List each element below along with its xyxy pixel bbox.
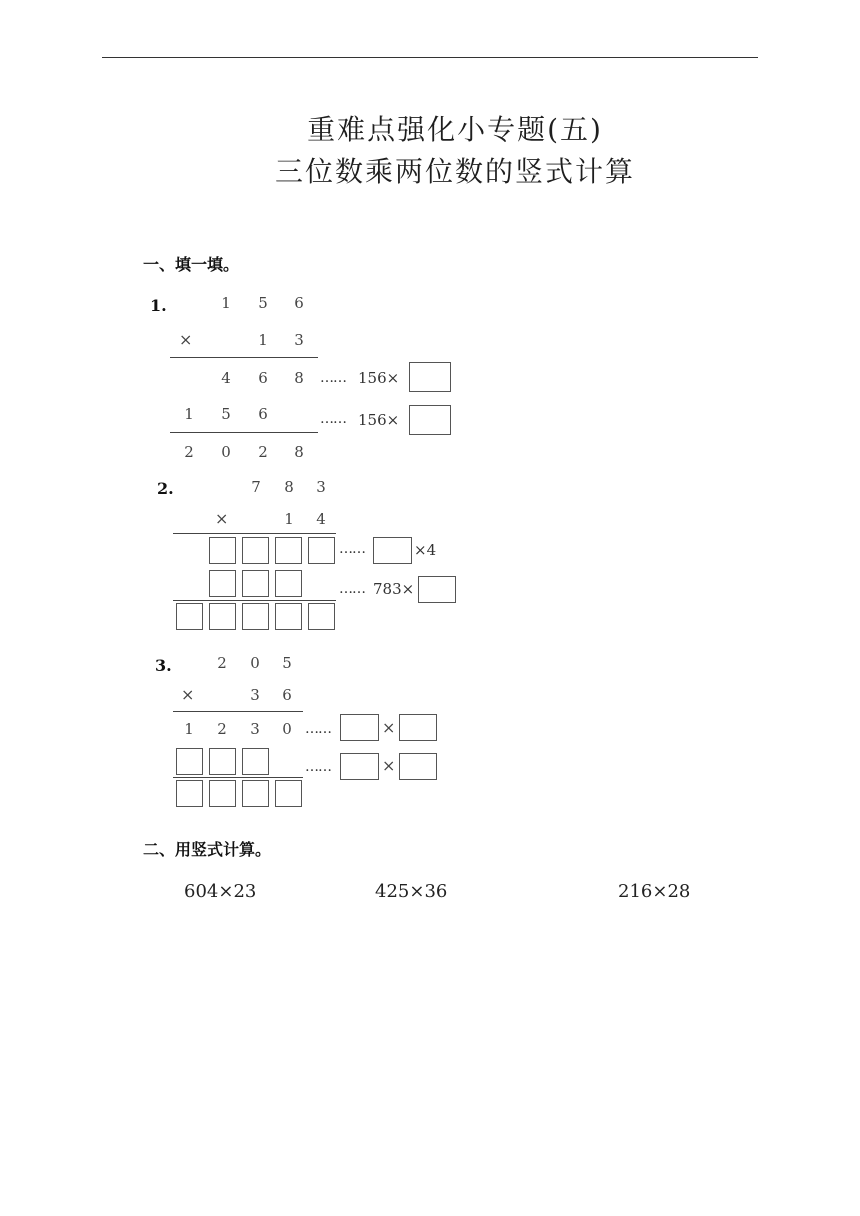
q2-top-digit: 7 [251, 478, 261, 496]
q3-result-box[interactable] [209, 780, 236, 807]
problem-1: 604×23 [184, 881, 257, 902]
q3-result-box[interactable] [176, 780, 203, 807]
q2-multiplier-digit: 4 [316, 510, 326, 528]
q2-answer-box[interactable] [373, 537, 412, 564]
q1-top-digit: 5 [258, 294, 268, 312]
q2-line [173, 533, 336, 534]
q3-digit-box[interactable] [209, 748, 236, 775]
q3-partial-digit: 0 [282, 720, 292, 738]
q2-digit-box[interactable] [242, 537, 269, 564]
q2-result-box[interactable] [209, 603, 236, 630]
q1-partial-digit: 8 [294, 369, 304, 387]
q2-answer-box[interactable] [418, 576, 456, 603]
q1-hint: 156× [358, 369, 400, 387]
q3-line [173, 777, 303, 778]
q3-digit-box[interactable] [176, 748, 203, 775]
q2-number: 2. [157, 479, 174, 498]
q3-times-sign: × [382, 756, 396, 775]
q3-times-sign: × [382, 718, 396, 737]
q3-top-digit: 2 [217, 654, 227, 672]
q1-partial-digit: 4 [221, 369, 231, 387]
problem-2: 425×36 [375, 881, 448, 902]
q1-partial-digit: 1 [184, 405, 194, 423]
q3-dots: …… [305, 759, 331, 775]
q1-line [170, 432, 318, 433]
q3-partial-digit: 2 [217, 720, 227, 738]
q1-result-digit: 8 [294, 443, 304, 461]
page-subtitle: 三位数乘两位数的竖式计算 [274, 155, 635, 188]
q2-result-box[interactable] [176, 603, 203, 630]
page-title: 重难点强化小专题(五) [307, 113, 603, 146]
q1-result-digit: 2 [184, 443, 194, 461]
q3-partial-digit: 1 [184, 720, 194, 738]
q2-result-box[interactable] [275, 603, 302, 630]
q3-answer-box[interactable] [340, 753, 379, 780]
q2-digit-box[interactable] [209, 537, 236, 564]
q2-result-box[interactable] [308, 603, 335, 630]
q2-digit-box[interactable] [242, 570, 269, 597]
q1-times-sign: × [179, 330, 193, 349]
section1-heading: 一、填一填。 [143, 255, 240, 274]
q2-top-digit: 8 [284, 478, 294, 496]
q1-dots: …… [320, 370, 346, 386]
q3-multiplier-digit: 6 [282, 686, 292, 704]
q1-result-digit: 2 [258, 443, 268, 461]
q1-result-digit: 0 [221, 443, 231, 461]
section2-heading: 二、用竖式计算。 [143, 840, 272, 859]
q1-top-digit: 6 [294, 294, 304, 312]
q1-partial-digit: 5 [221, 405, 231, 423]
q1-multiplier-digit: 1 [258, 331, 268, 349]
q3-partial-digit: 3 [250, 720, 260, 738]
q3-dots: …… [305, 721, 331, 737]
q2-result-box[interactable] [242, 603, 269, 630]
q3-result-box[interactable] [242, 780, 269, 807]
q3-answer-box[interactable] [399, 714, 437, 741]
q3-times-sign: × [181, 685, 195, 704]
q2-multiplier-digit: 1 [284, 510, 294, 528]
q1-partial-digit: 6 [258, 369, 268, 387]
problem-3: 216×28 [618, 881, 691, 902]
q3-answer-box[interactable] [340, 714, 379, 741]
q1-dots: …… [320, 411, 346, 427]
q3-top-digit: 5 [282, 654, 292, 672]
q2-digit-box[interactable] [275, 537, 302, 564]
q2-times-sign: × [215, 509, 229, 528]
q1-partial-digit: 6 [258, 405, 268, 423]
q3-result-box[interactable] [275, 780, 302, 807]
q3-line [173, 711, 303, 712]
q2-digit-box[interactable] [209, 570, 236, 597]
q2-digit-box[interactable] [275, 570, 302, 597]
q3-multiplier-digit: 3 [250, 686, 260, 704]
q1-top-digit: 1 [221, 294, 231, 312]
q2-top-digit: 3 [316, 478, 326, 496]
top-rule [102, 57, 758, 58]
q1-hint: 156× [358, 411, 400, 429]
q2-line [173, 600, 336, 601]
q3-number: 3. [155, 656, 172, 675]
q2-dots: …… [339, 541, 365, 557]
q1-answer-box[interactable] [409, 362, 451, 392]
q1-multiplier-digit: 3 [294, 331, 304, 349]
q2-hint: 783× [373, 580, 415, 598]
q2-hint-suffix: ×4 [414, 541, 437, 559]
q2-dots: …… [339, 581, 365, 597]
q3-answer-box[interactable] [399, 753, 437, 780]
q2-digit-box[interactable] [308, 537, 335, 564]
q1-line [170, 357, 318, 358]
q1-number: 1. [150, 296, 167, 315]
q1-answer-box[interactable] [409, 405, 451, 435]
q3-top-digit: 0 [250, 654, 260, 672]
q3-digit-box[interactable] [242, 748, 269, 775]
